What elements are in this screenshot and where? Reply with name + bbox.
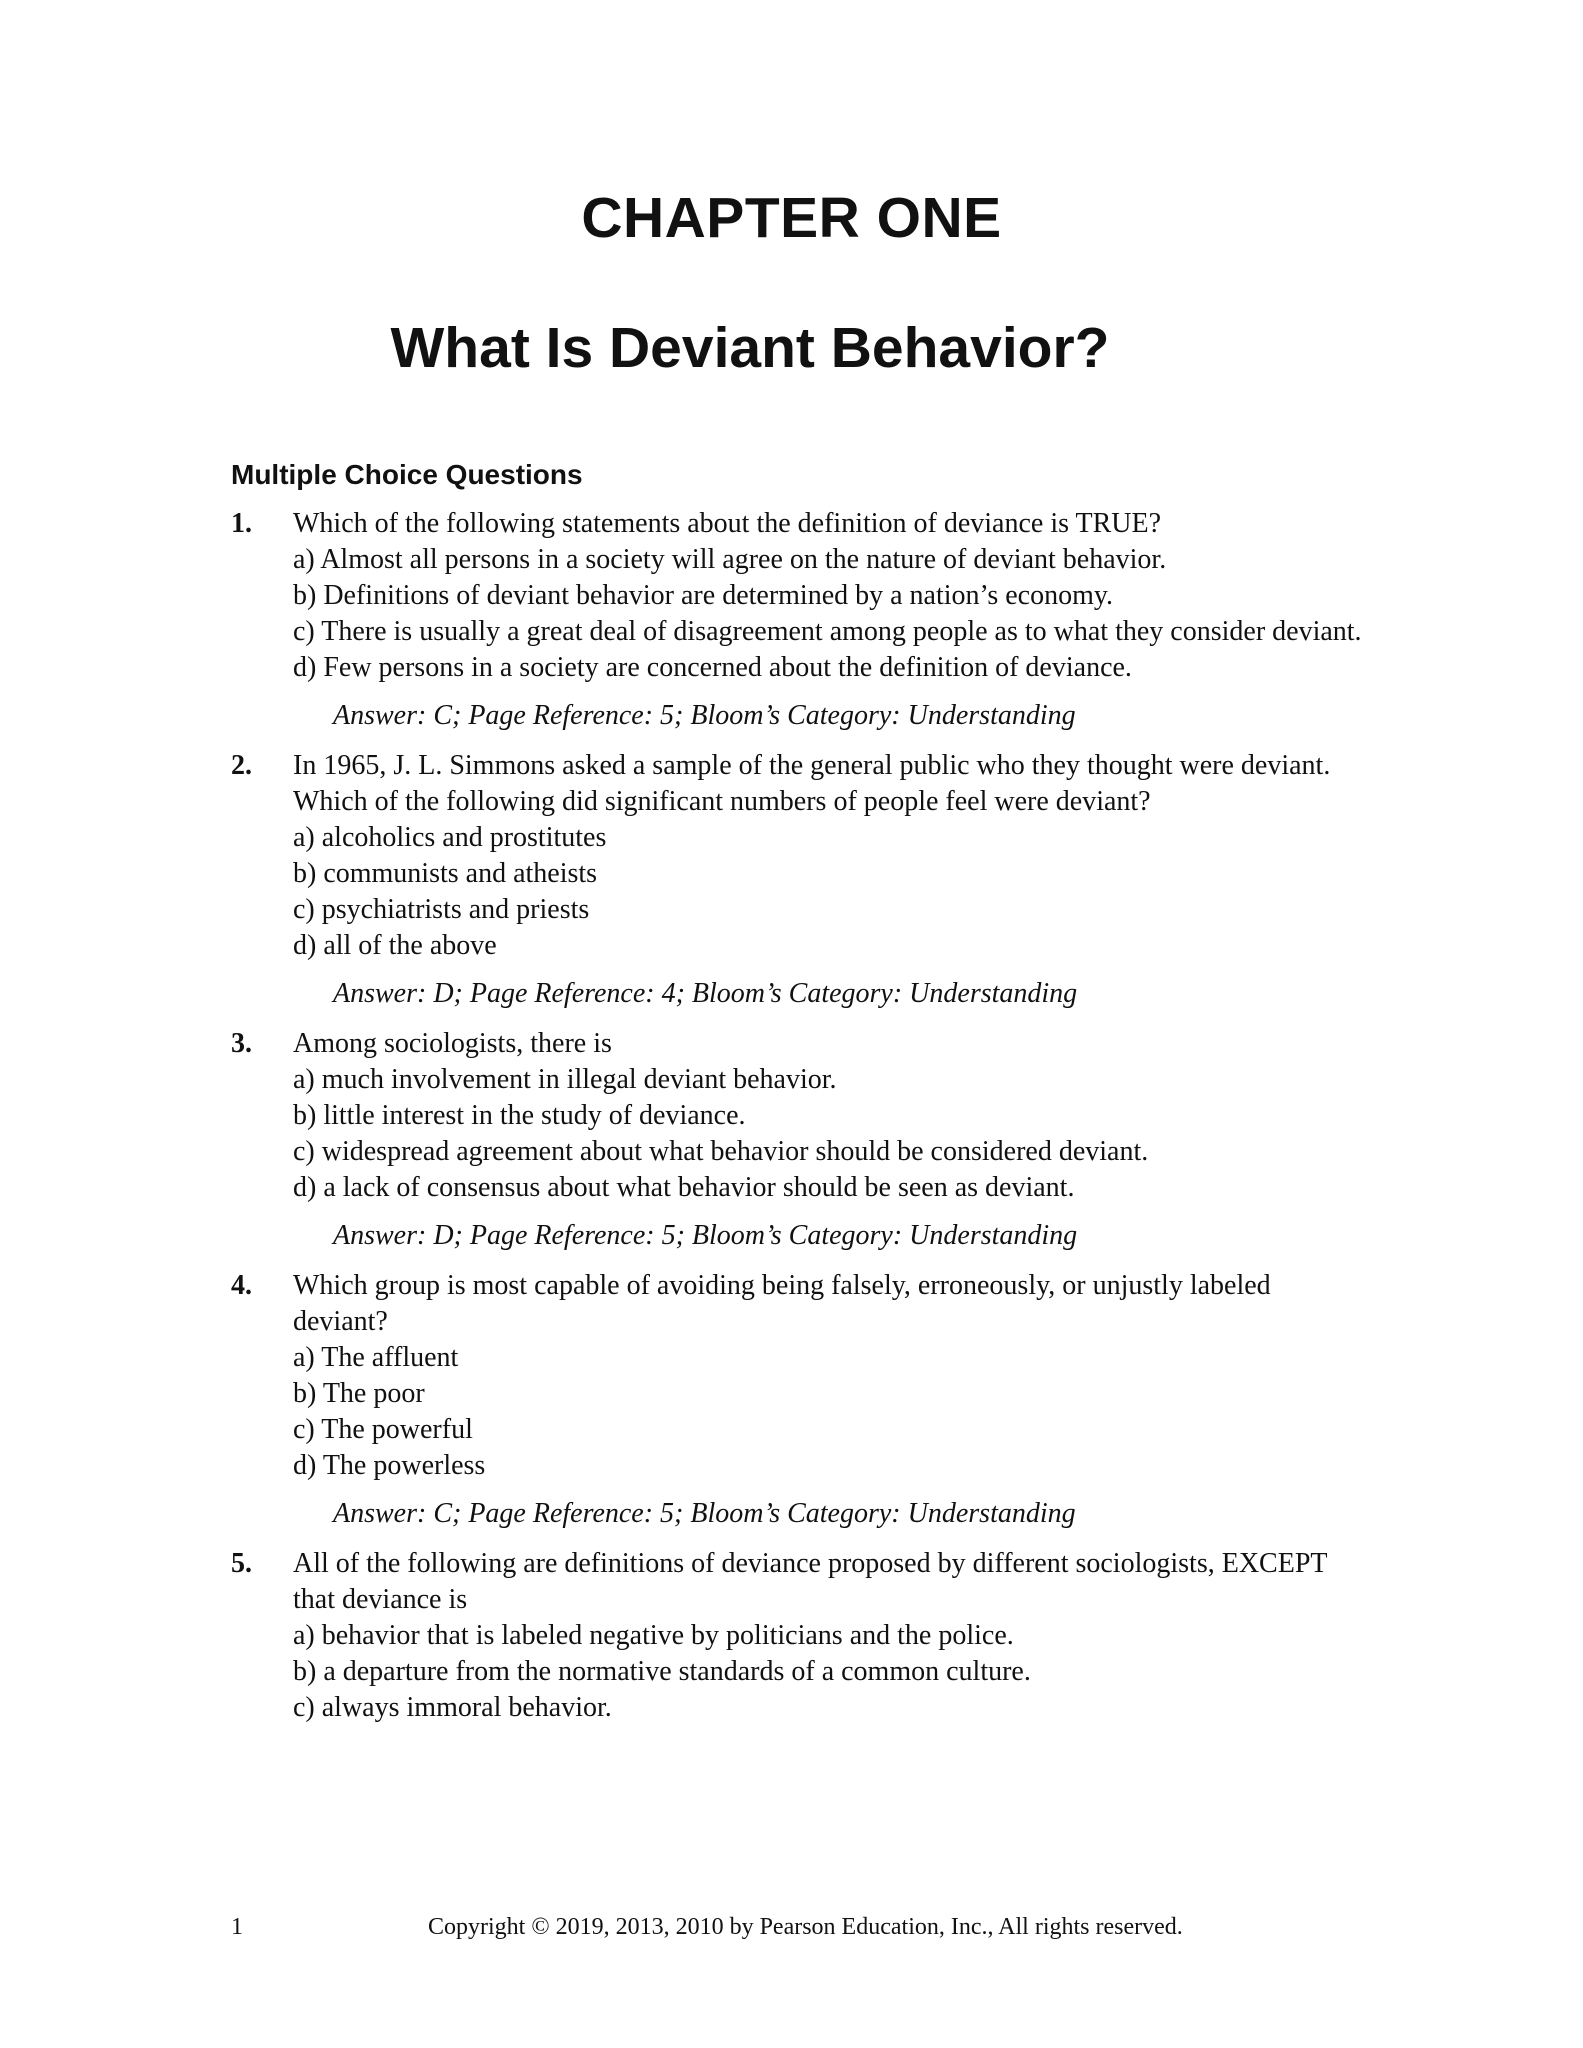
question-list [231,506,1371,1740]
answer-key: Answer: D; Page Reference: 5; Bloom’s Category: Understanding [333,1220,1078,1251]
answer-key: Answer: D; Page Reference: 4; Bloom’s Category: Understanding [333,978,1078,1009]
answer-option: c) widespread agreement about what behavior should be considered deviant. [293,1136,1149,1167]
answer-option: b) The poor [293,1378,425,1409]
answer-option: b) little interest in the study of deviance. [293,1100,746,1131]
answer-option: a) The affluent [293,1342,459,1373]
answer-option: b) a departure from the normative standards of a common culture. [293,1656,1031,1687]
answer-option: c) There is usually a great deal of disagreement among people as to what they consider deviant. [293,616,1362,647]
question-5 [231,1546,1371,1726]
question-stem: All of the following are definitions of deviance proposed by different sociologists, EXCEPT that deviance is [293,1548,1327,1615]
chapter-label: CHAPTER ONE [581,186,1002,250]
section-heading: Multiple Choice Questions [231,459,583,490]
answer-option: b) communists and atheists [293,858,598,889]
answer-option: d) Few persons in a society are concerned about the definition of deviance. [293,652,1132,683]
answer-option: a) behavior that is labeled negative by politicians and the police. [293,1620,1014,1651]
question-number: 2. [231,750,252,781]
answer-option: a) Almost all persons in a society will agree on the nature of deviant behavior. [293,544,1167,575]
copyright-notice: Copyright © 2019, 2013, 2010 by Pearson Education, Inc., All rights reserved. [428,1914,1183,1940]
answer-option: c) always immoral behavior. [293,1692,612,1723]
answer-option: c) The powerful [293,1414,473,1445]
answer-option: b) Definitions of deviant behavior are determined by a nation’s economy. [293,580,1114,611]
answer-option: d) The powerless [293,1450,486,1481]
question-number: 1. [231,508,252,539]
question-stem: Which group is most capable of avoiding being falsely, erroneously, or unjustly labeled deviant? [293,1270,1271,1337]
answer-option: d) a lack of consensus about what behavior should be seen as deviant. [293,1172,1075,1203]
chapter-title: What Is Deviant Behavior? [390,316,1110,380]
answer-option: a) alcoholics and prostitutes [293,822,607,853]
question-1 [231,506,1371,734]
answer-option: d) all of the above [293,930,497,961]
question-4 [231,1268,1371,1532]
answer-option: c) psychiatrists and priests [293,894,590,925]
question-3 [231,1026,1371,1254]
answer-key: Answer: C; Page Reference: 5; Bloom’s Category: Understanding [333,700,1076,731]
answer-option: a) much involvement in illegal deviant behavior. [293,1064,837,1095]
question-number: 4. [231,1270,252,1301]
question-stem: Among sociologists, there is [293,1028,612,1059]
question-stem: Which of the following statements about the definition of deviance is TRUE? [293,508,1162,539]
question-2 [231,748,1371,1012]
question-stem: In 1965, J. L. Simmons asked a sample of the general public who they thought were deviant. Which of the following did significant numbers of people feel were deviant? [293,750,1331,817]
page-number: 1 [231,1914,243,1940]
answer-key: Answer: C; Page Reference: 5; Bloom’s Category: Understanding [333,1498,1076,1529]
question-number: 5. [231,1548,252,1579]
question-number: 3. [231,1028,252,1059]
